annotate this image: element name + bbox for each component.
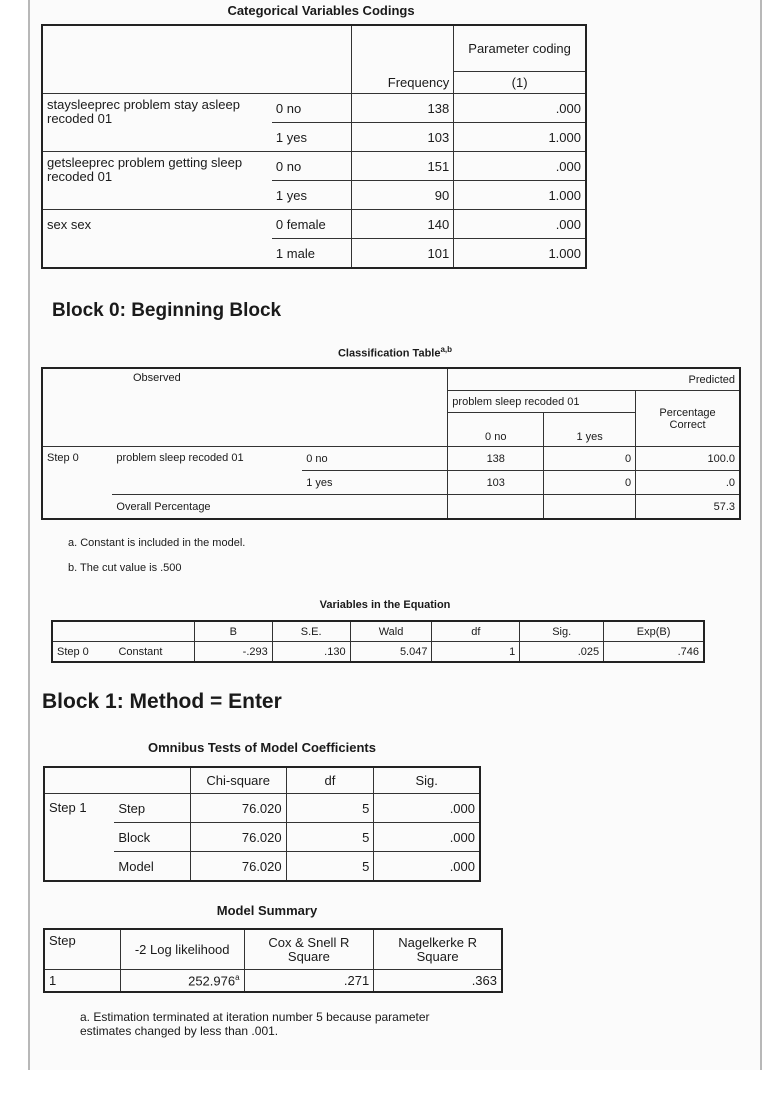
step-label: Step 0 [53,642,115,662]
cell-value: 100.0 [636,447,740,471]
level-label: 1 yes [302,471,448,495]
header-expb: Exp(B) [604,622,704,642]
cell-value: 0 [544,471,636,495]
header-sig: Sig. [520,622,604,642]
cell-value: 5.047 [350,642,432,662]
cell-value: .000 [374,823,480,852]
coding-value: 1.000 [454,181,586,210]
level-label: 0 no [272,152,352,181]
header-parameter-coding: Parameter coding [454,26,586,72]
table-row [43,447,740,471]
level-label: 1 male [272,239,352,268]
classification-note-b: b. The cut value is .500 [68,562,182,574]
table-row [45,970,502,992]
cell-value: 5 [286,823,374,852]
cell-value: 76.020 [190,794,286,823]
coding-value: .000 [454,152,586,181]
cell-value: 138 [448,447,544,471]
header-b: B [194,622,272,642]
frequency-value: 90 [352,181,454,210]
cell-value: 0 [544,447,636,471]
dv-header: problem sleep recoded 01 [448,391,636,413]
table-row [43,152,586,181]
table-row [45,794,480,823]
cell-value: 1 [432,642,520,662]
header-step: Step [45,930,121,970]
col-1-header: 1 yes [544,413,636,447]
block1-heading: Block 1: Method = Enter [42,690,282,713]
coding-value: .000 [454,94,586,123]
header-frequency: Frequency [352,26,454,94]
vars-eq-table [52,621,704,662]
level-label: 0 no [302,447,448,471]
header-wald: Wald [350,622,432,642]
cat-codings-table [42,25,586,268]
vars-eq-title: Variables in the Equation [319,599,451,611]
cell-value: 76.020 [190,852,286,881]
variable-label: getsleeprec problem getting sleep recoded 01 [43,152,272,210]
step-label: Step 1 [45,794,115,881]
row-label: Step [114,794,190,823]
cell-empty [544,495,636,519]
header-log-likelihood: -2 Log likelihood [120,930,244,970]
cell-value: .0 [636,471,740,495]
observed-header: Observed [43,369,448,447]
level-label: 1 yes [272,123,352,152]
frequency-value: 103 [352,123,454,152]
header-df: df [432,622,520,642]
classification-table-title [30,345,760,360]
cell-value: 5 [286,852,374,881]
block0-heading: Block 0: Beginning Block [52,300,282,321]
cell-value: -.293 [194,642,272,662]
frequency-value: 138 [352,94,454,123]
level-label: 0 female [272,210,352,239]
log-likelihood-value: 252.976 [188,973,236,989]
header-nagelkerke: Nagelkerke R Square [374,930,502,970]
cell-value: .363 [374,970,502,992]
frequency-value: 151 [352,152,454,181]
level-label: 0 no [272,94,352,123]
header-sig: Sig. [374,768,480,794]
cell-value: .000 [374,852,480,881]
cell-value: .025 [520,642,604,662]
cell-value: .271 [244,970,374,992]
header-one: (1) [454,72,586,94]
header-chi-square: Chi-square [190,768,286,794]
classification-title-text: Classification Table [337,347,441,360]
cell-empty [448,495,544,519]
cell-value: 57.3 [636,495,740,519]
header-blank [53,622,195,642]
header-blank [43,26,352,94]
level-label: 1 yes [272,181,352,210]
classification-note-a: a. Constant is included in the model. [68,537,246,549]
frequency-value: 140 [352,210,454,239]
classification-title-sup: a,b [440,345,453,354]
step-value: 1 [45,970,121,992]
variable-label: sex sex [43,210,272,268]
variable-label: staysleeprec problem stay asleep recoded 01 [43,94,272,152]
classification-table [42,368,740,519]
header-blank [45,768,191,794]
overall-label: Overall Percentage [112,495,447,519]
omnibus-title: Omnibus Tests of Model Coefficients [147,740,376,755]
table-row [43,210,586,239]
col-0-header: 0 no [448,413,544,447]
log-likelihood-sup: a [235,972,240,982]
omnibus-table [44,767,480,881]
constant-label: Constant [114,642,194,662]
document-page [28,0,762,1070]
step-label: Step 0 [43,447,113,519]
coding-value: 1.000 [454,239,586,268]
header-cox-snell: Cox & Snell R Square [244,930,374,970]
row-label: Model [114,852,190,881]
percentage-correct-header: Percentage Correct [636,391,740,447]
frequency-value: 101 [352,239,454,268]
cat-codings-title: Categorical Variables Codings [227,3,415,18]
header-se: S.E. [272,622,350,642]
model-summary-note: a. Estimation terminated at iteration number 5 because parameter estimates changed by less than .001. [80,1010,430,1038]
model-summary-table [44,929,502,992]
table-row [53,642,704,662]
row-label: Block [114,823,190,852]
table-row [43,94,586,123]
header-df: df [286,768,374,794]
row-label: problem sleep recoded 01 [116,452,244,464]
cell-value: .000 [374,794,480,823]
coding-value: 1.000 [454,123,586,152]
log-likelihood-cell [120,970,244,992]
cell-value: 103 [448,471,544,495]
cell-value: .130 [272,642,350,662]
cell-value: 5 [286,794,374,823]
predicted-header: Predicted [448,369,740,391]
cell-value: 76.020 [190,823,286,852]
model-summary-title: Model Summary [216,903,318,918]
cell-value: .746 [604,642,704,662]
coding-value: .000 [454,210,586,239]
table-row [43,495,740,519]
